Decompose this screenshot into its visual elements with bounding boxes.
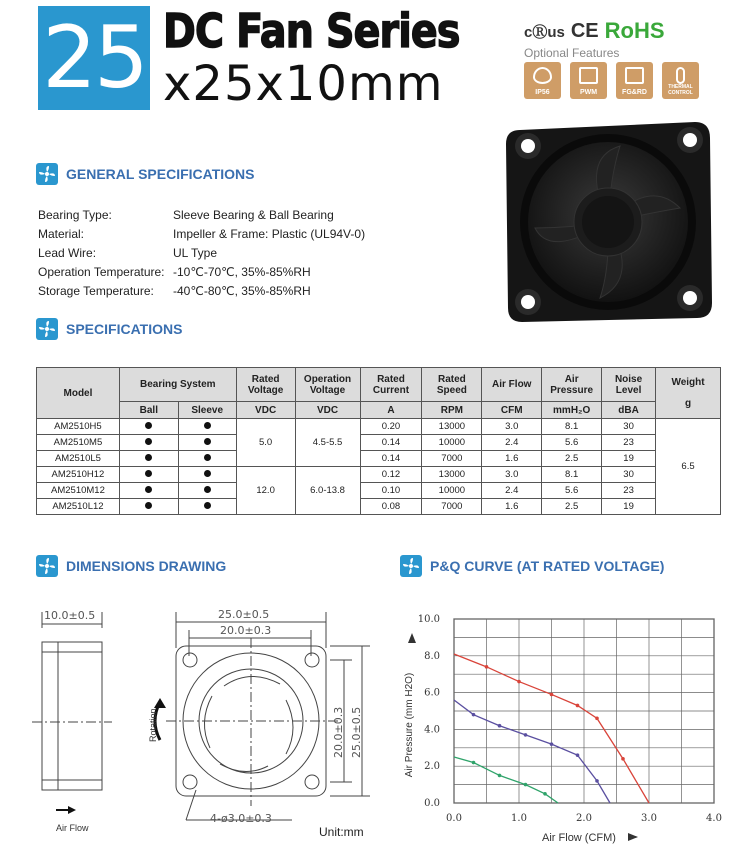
- pq-curve-heading: [400, 555, 664, 577]
- pq-curve-title: P&Q CURVE (AT RATED VOLTAGE): [430, 558, 665, 574]
- series-point-1: [485, 665, 489, 669]
- col-model: Model: [37, 368, 120, 419]
- series-point-1: [517, 680, 521, 684]
- col-sleeve: Sleeve: [178, 402, 236, 419]
- x-axis-arrow-icon: [628, 833, 638, 841]
- col-weight: Weight g: [656, 368, 721, 419]
- fg-rd-icon: FG&RD: [616, 62, 653, 99]
- series-point-1: [550, 693, 554, 697]
- series-point-3: [543, 792, 547, 796]
- fan-logo-icon: [400, 555, 422, 577]
- airflow-arrowhead-icon: [68, 806, 76, 814]
- optional-features-label: Optional Features: [524, 46, 620, 60]
- col-noise: Noise Level: [602, 368, 656, 402]
- col-air-pressure: Air Pressure: [542, 368, 602, 402]
- series-title: DC Fan Series: [163, 4, 460, 58]
- ce-cert-icon: CE: [570, 19, 599, 42]
- table-row: AM2510M5 0.14 10000 2.4 5.6 23: [37, 435, 721, 451]
- size-badge: 25: [38, 6, 150, 110]
- unit-cell: RPM: [422, 402, 482, 419]
- table-row: AM2510L5 0.14 7000 1.6 2.5 19: [37, 451, 721, 467]
- fan-logo-icon: [36, 318, 58, 340]
- thermal-control-icon: THERMAL CONTROL: [662, 62, 699, 99]
- spec-row: Bearing Type: Sleeve Bearing & Ball Bearing: [38, 208, 334, 222]
- spec-row: Lead Wire: UL Type: [38, 246, 218, 260]
- fan-photo: [500, 118, 715, 326]
- unit-cell: VDC: [236, 402, 295, 419]
- col-bearing: Bearing System: [119, 368, 236, 402]
- pq-chart: [396, 605, 736, 846]
- table-row: AM2510L12 0.08 7000 1.6 2.5 19: [37, 499, 721, 515]
- outer-height-label: 25.0±0.5: [350, 706, 363, 758]
- specifications-heading: [36, 318, 182, 340]
- series-point-2: [472, 713, 476, 717]
- optional-features: [524, 62, 699, 99]
- fan-logo-icon: [36, 163, 58, 185]
- x-tick-label: 4.0: [706, 813, 722, 824]
- unit-cell: mmH₂O: [542, 402, 602, 419]
- x-tick-label: 2.0: [576, 813, 592, 824]
- x-tick-label: 1.0: [511, 813, 527, 824]
- general-specs-title: GENERAL SPECIFICATIONS: [66, 166, 255, 182]
- general-specs-heading: [36, 163, 255, 185]
- series-point-1: [621, 757, 625, 761]
- y-axis-label: Air Pressure (mm H2O): [404, 672, 415, 778]
- rotation-label: Rotation: [148, 708, 158, 742]
- inner-width-label: 20.0±0.3: [220, 624, 272, 637]
- dimensions-drawing: [0, 598, 390, 846]
- dimensions-heading: [36, 555, 226, 577]
- x-tick-label: 0.0: [446, 813, 462, 824]
- outer-width-label: 25.0±0.5: [218, 608, 270, 621]
- y-tick-label: 6.0: [424, 687, 440, 699]
- col-air-flow: Air Flow: [482, 368, 542, 402]
- table-row: AM2510H5 5.0 4.5-5.5 0.20 13000 3.0 8.1 30 6.5: [37, 419, 721, 435]
- unit-cell: CFM: [482, 402, 542, 419]
- pwm-icon: PWM: [570, 62, 607, 99]
- x-axis-label: Air Flow (CFM): [542, 832, 616, 844]
- mount-hole: [305, 775, 319, 789]
- unit-cell: dBA: [602, 402, 656, 419]
- unit-cell: VDC: [295, 402, 360, 419]
- series-point-2: [550, 742, 554, 746]
- inner-height-label: 20.0±0.3: [332, 706, 345, 758]
- series-line-3: [454, 757, 558, 803]
- table-row: AM2510H12 12.0 6.0-13.8 0.12 13000 3.0 8.1 30: [37, 467, 721, 483]
- unit-cell: A: [360, 402, 422, 419]
- y-axis-arrow-icon: [408, 633, 416, 643]
- hole-label: 4-ø3.0±0.3: [210, 812, 272, 825]
- rotation-arrowhead-icon: [154, 698, 166, 708]
- series-point-2: [576, 753, 580, 757]
- certifications: [524, 18, 665, 44]
- side-view: [42, 642, 102, 790]
- mount-hole: [183, 775, 197, 789]
- y-tick-label: 10.0: [417, 614, 440, 625]
- y-tick-label: 8.0: [424, 650, 440, 662]
- series-point-2: [498, 724, 502, 728]
- leader-line: [186, 790, 196, 820]
- series-point-1: [595, 717, 599, 721]
- y-tick-label: 0.0: [424, 798, 440, 809]
- spec-row: Storage Temperature: -40℃-80℃, 35%-85%RH: [38, 284, 311, 298]
- series-point-2: [524, 733, 528, 737]
- fan-blade: [224, 676, 280, 686]
- fan-blade: [220, 764, 268, 772]
- ip56-icon: IP56: [524, 62, 561, 99]
- airflow-label: Air Flow: [56, 823, 89, 833]
- fan-blade: [204, 696, 212, 748]
- col-rated-voltage: Rated Voltage: [236, 368, 295, 402]
- series-point-3: [498, 774, 502, 778]
- fan-blade: [286, 700, 293, 754]
- y-tick-label: 2.0: [424, 761, 440, 773]
- col-rated-speed: Rated Speed: [422, 368, 482, 402]
- rohs-cert-icon: RoHS: [604, 18, 665, 43]
- col-ball: Ball: [119, 402, 178, 419]
- col-operation-voltage: Operation Voltage: [295, 368, 360, 402]
- fan-logo-icon: [36, 555, 58, 577]
- spec-row: Operation Temperature: -10℃-70℃, 35%-85%RH: [38, 265, 311, 279]
- series-size: x25x10mm: [163, 56, 444, 112]
- series-point-2: [595, 779, 599, 783]
- x-tick-label: 3.0: [641, 813, 657, 824]
- thickness-label: 10.0±0.5: [44, 609, 96, 622]
- dimensions-title: DIMENSIONS DRAWING: [66, 558, 227, 574]
- series-point-3: [524, 783, 528, 787]
- mount-hole: [183, 653, 197, 667]
- specifications-title: SPECIFICATIONS: [66, 321, 183, 337]
- col-rated-current: Rated Current: [360, 368, 422, 402]
- mount-hole: [305, 653, 319, 667]
- series-point-1: [576, 704, 580, 708]
- spec-row: Material: Impeller & Frame: Plastic (UL94V-0): [38, 227, 366, 241]
- ul-cert-icon: cⓇus: [524, 23, 565, 41]
- unit-label: Unit:mm: [319, 825, 364, 839]
- spec-table: [36, 367, 721, 515]
- series-point-3: [472, 761, 476, 765]
- y-tick-label: 4.0: [424, 724, 440, 736]
- table-row: AM2510M12 0.10 10000 2.4 5.6 23: [37, 483, 721, 499]
